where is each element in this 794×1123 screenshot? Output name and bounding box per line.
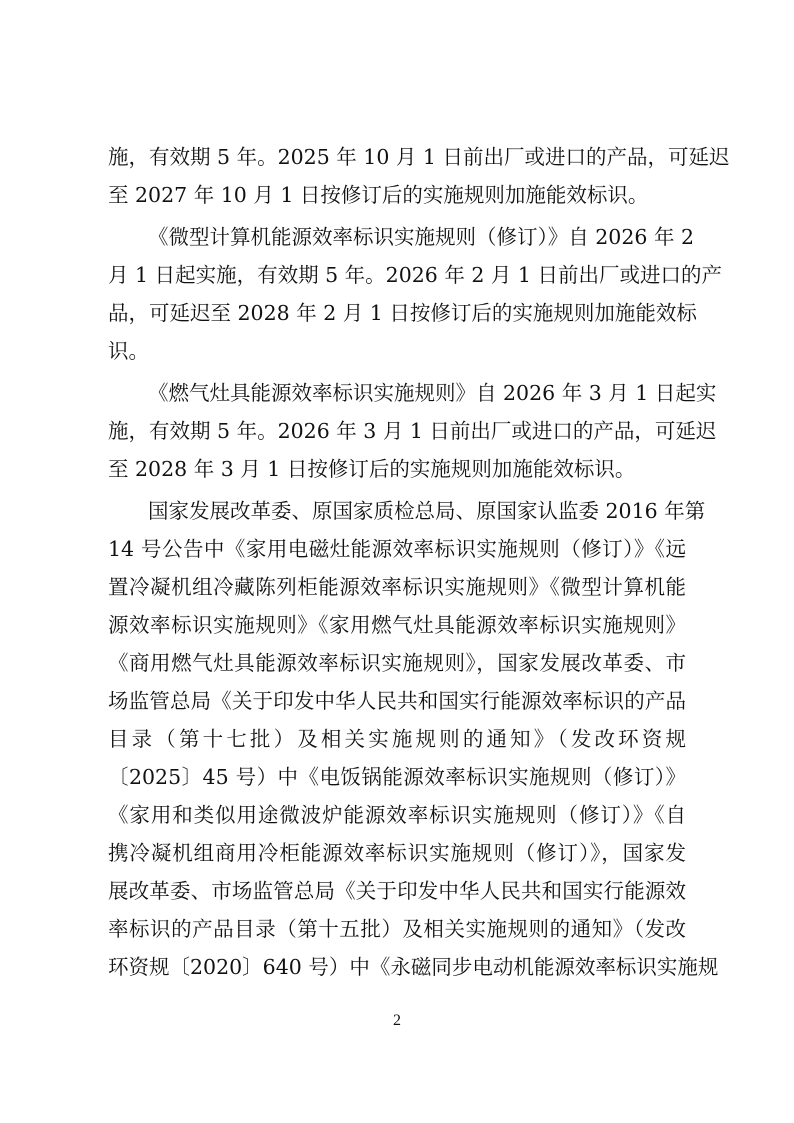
text-line: 置冷凝机组冷藏陈列柜能源效率标识实施规则》《微型计算机能 <box>108 575 686 599</box>
text-line: 《商用燃气灶具能源效率标识实施规则》，国家发展改革委、市 <box>108 651 686 675</box>
text-line: 源效率标识实施规则》《家用燃气灶具能源效率标识实施规则》 <box>108 613 686 637</box>
page-number: 2 <box>393 1012 401 1029</box>
text-line: 至 2027 年 10 月 1 日按修订后的实施规则加施能效标识。 <box>108 183 649 207</box>
paragraph-first-line: 《燃气灶具能源效率标识实施规则》自 2026 年 3 月 1 日起实 <box>148 381 717 405</box>
text-line: 14 号公告中《家用电磁灶能源效率标识实施规则（修订）》《远 <box>108 537 686 561</box>
paragraph-first-line: 国家发展改革委、原国家质检总局、原国家认监委 2016 年第 <box>148 499 706 523</box>
text-line: 识。 <box>108 339 149 363</box>
text-line: 〔2025〕45 号）中《电饭锅能源效率标识实施规则（修订）》 <box>108 765 686 789</box>
text-line: 施，有效期 5 年。2026 年 3 月 1 日前出厂或进口的产品，可延迟 <box>108 419 717 443</box>
text-line: 至 2028 年 3 月 1 日按修订后的实施规则加施能效标识。 <box>108 457 636 481</box>
text-line: 展改革委、市场监管总局《关于印发中华人民共和国实行能源效 <box>108 879 686 903</box>
text-line: 场监管总局《关于印发中华人民共和国实行能源效率标识的产品 <box>108 689 686 713</box>
text-line: 携冷凝机组商用冷柜能源效率标识实施规则（修订）》，国家发 <box>108 841 686 865</box>
text-line: 率标识的产品目录（第十五批）及相关实施规则的通知》（发改 <box>108 917 686 941</box>
text-line: 品，可延迟至 2028 年 2 月 1 日按修订后的实施规则加施能效标 <box>108 301 697 325</box>
text-line: 月 1 日起实施，有效期 5 年。2026 年 2 月 1 日前出厂或进口的产 <box>108 263 722 287</box>
text-line: 《家用和类似用途微波炉能源效率标识实施规则（修订）》《自 <box>108 803 686 827</box>
text-line: 目录（第十七批）及相关实施规则的通知》（发改环资规 <box>108 727 686 751</box>
text-line: 环资规〔2020〕640 号）中《永磁同步电动机能源效率标识实施规 <box>108 955 719 979</box>
text-line: 施，有效期 5 年。2025 年 10 月 1 日前出厂或进口的产品，可延迟 <box>108 145 730 169</box>
paragraph-first-line: 《微型计算机能源效率标识实施规则（修订）》自 2026 年 2 <box>148 225 695 249</box>
